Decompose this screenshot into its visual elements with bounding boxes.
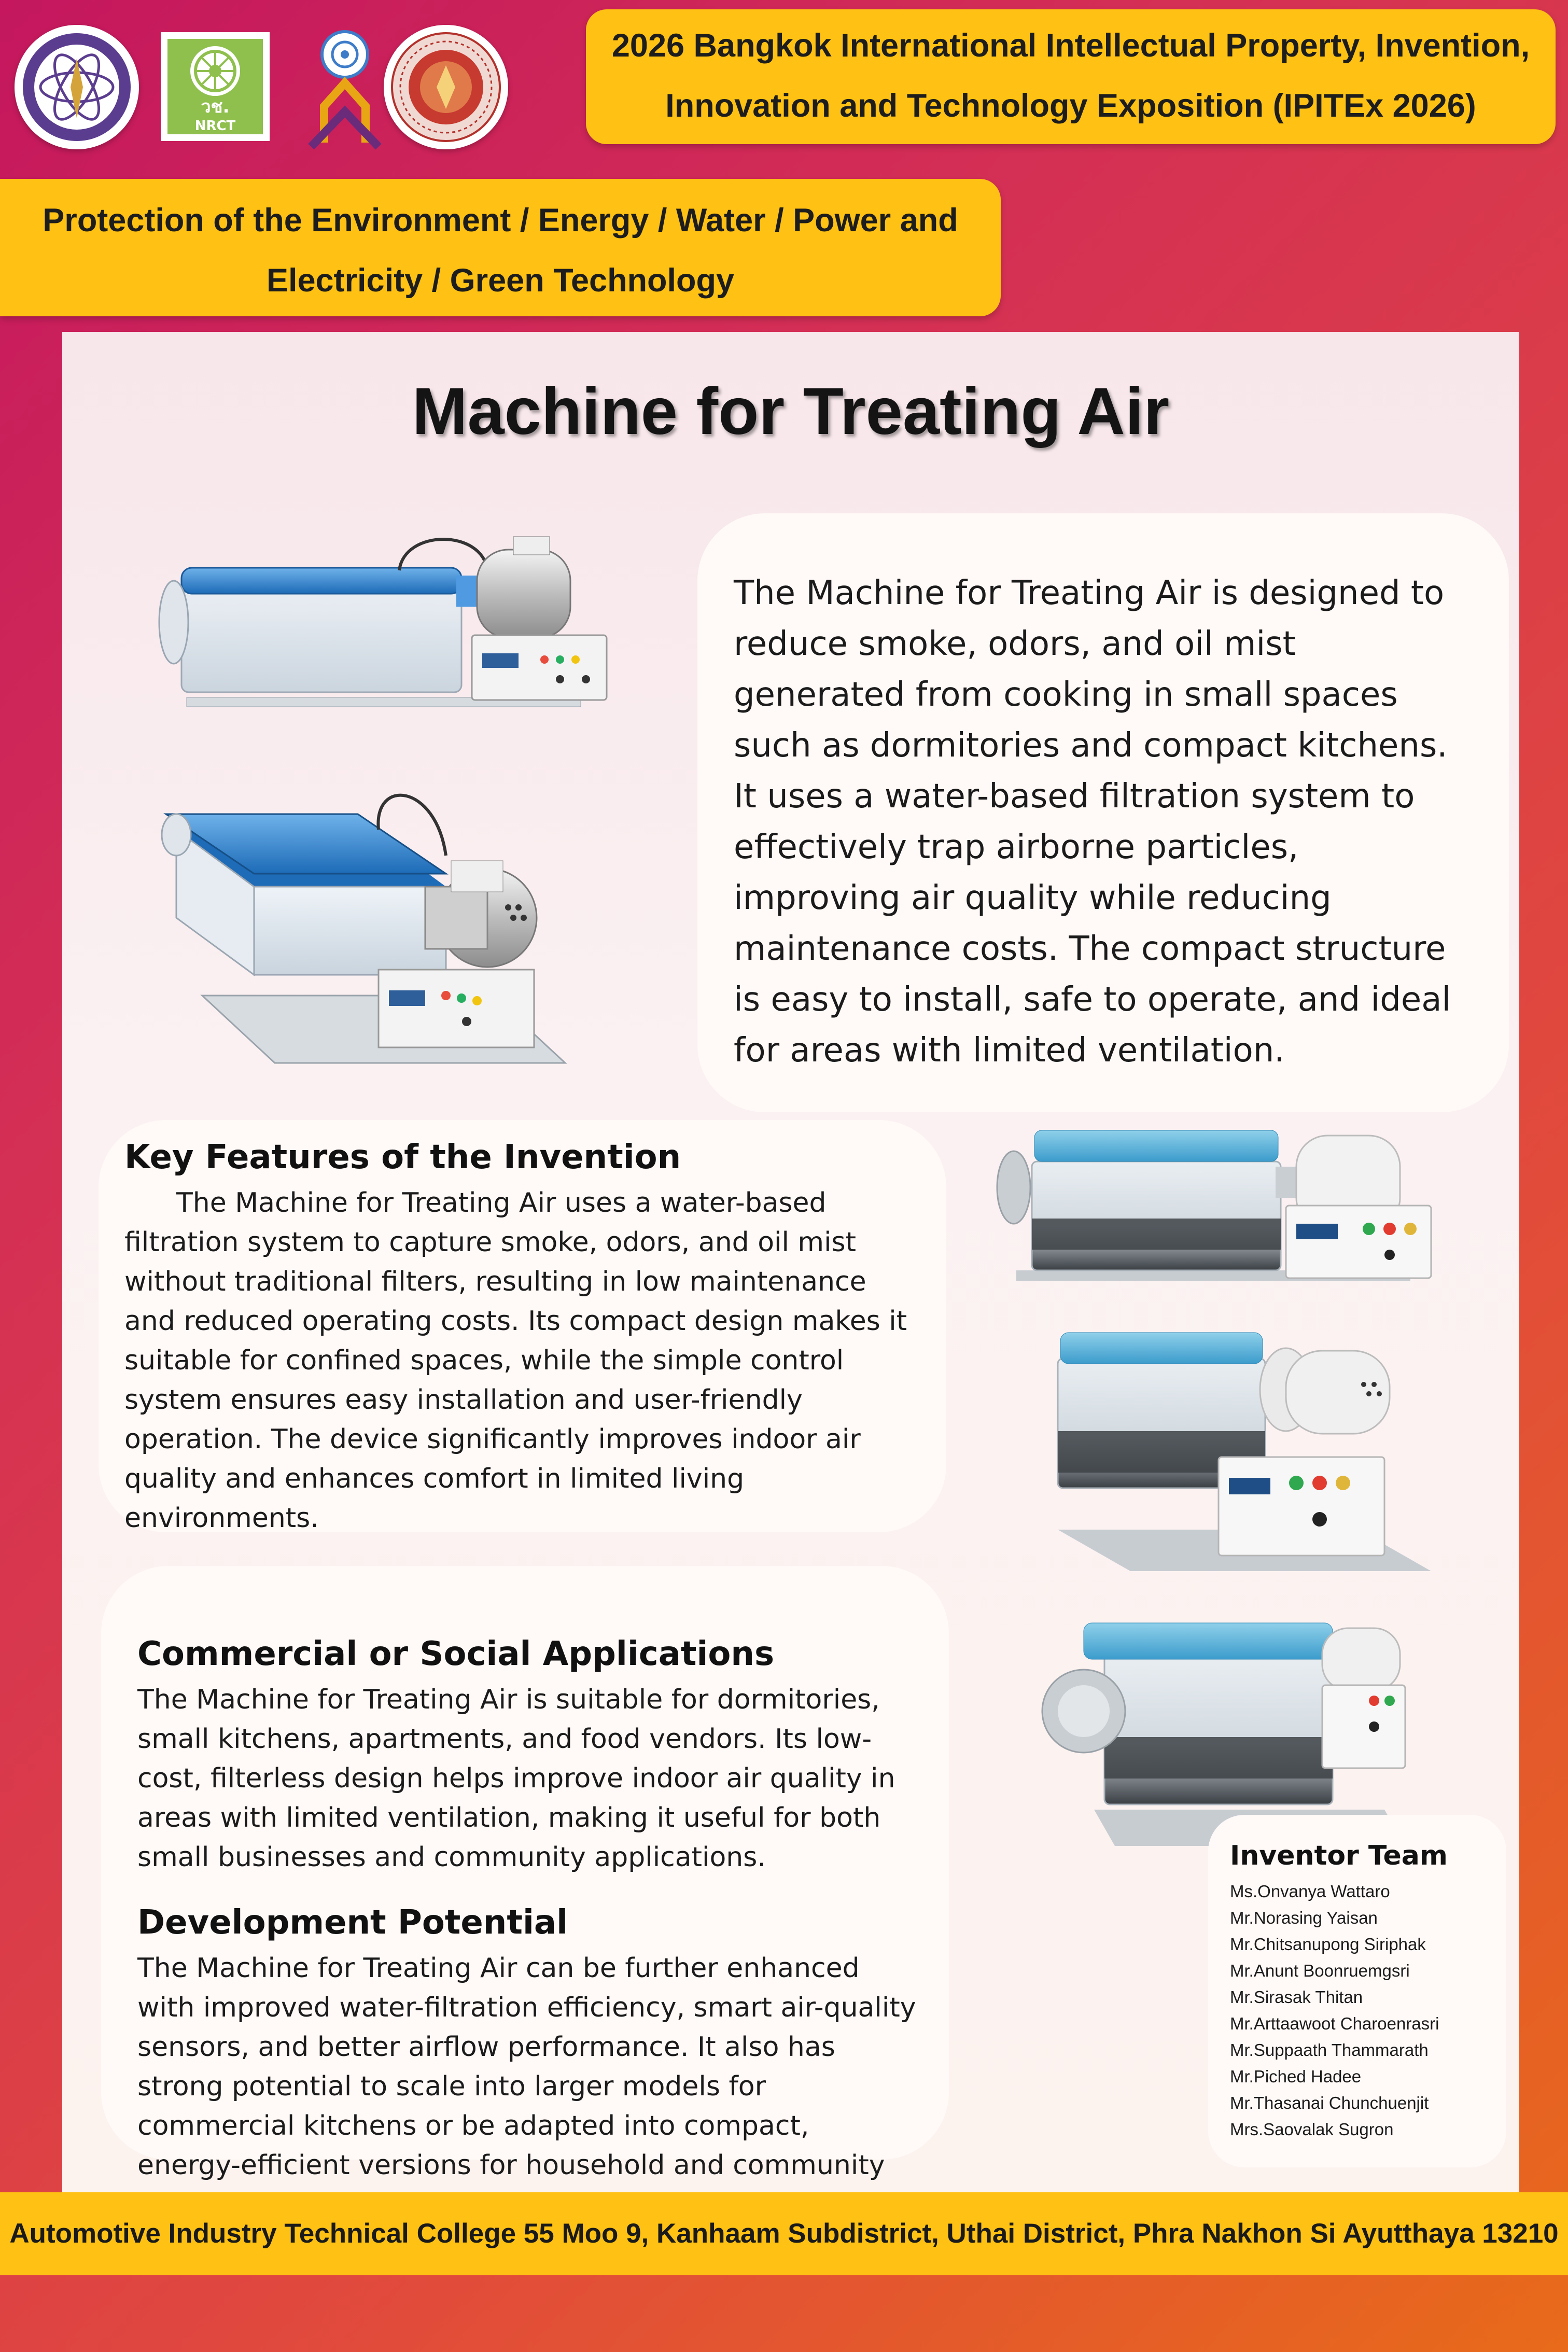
exposition-banner [586, 9, 1556, 144]
machine-photo-1 [996, 1115, 1473, 1301]
inventor-name: Mr.Thasanai Chunchuenjit [1230, 2093, 1429, 2112]
inventor-team-heading: Inventor Team [1230, 1840, 1448, 1871]
ministry-logo [15, 25, 139, 149]
machine-render-side [150, 519, 617, 726]
category-banner [0, 179, 1001, 316]
machine-render-iso [156, 752, 581, 1084]
inventor-name: Ms.Onvanya Wattaro [1230, 1882, 1390, 1901]
category-line2: Electricity / Green Technology [266, 262, 735, 299]
machine-photo-2 [1047, 1322, 1473, 1576]
footer-address: Automotive Industry Technical College 55 Moo 9, Kanhaam Subdistrict, Uthai District, Phra Nakhon Si Ayutthaya 13210 [9, 2218, 1559, 2249]
exposition-title-line1: 2026 Bangkok International Intellectual Property, Invention, [611, 27, 1530, 64]
college-logo [384, 25, 508, 149]
inventor-name: Mr.Piched Hadee [1230, 2067, 1362, 2086]
development-text: The Machine for Treating Air can be further enhanced with improved water-filtration efficiency, smart air-quality sensors, and better airflow performance. It also has strong potential to scale into larger models for commercial kitchens or be adapted into compact, energy-efficient versions for household and community [137, 1953, 916, 2181]
nrct-logo [161, 32, 270, 141]
nrct-name: NRCT [194, 118, 236, 134]
nrct-abbr: วช. [201, 96, 230, 117]
inventor-name: Mr.Anunt Boonruemgsri [1230, 1961, 1410, 1980]
inventor-list [1230, 1878, 1501, 2143]
applications-card [101, 1566, 949, 2181]
exposition-title-line2: Innovation and Technology Exposition (IPITEx 2026) [665, 88, 1476, 124]
intro-card [697, 513, 1509, 1112]
development-heading: Development Potential [137, 1903, 568, 1942]
development-section [137, 1897, 918, 2224]
inventor-name: Mr.Norasing Yaisan [1230, 1908, 1378, 1927]
inventor-name: Mrs.Saovalak Sugron [1230, 2120, 1394, 2139]
poster-title: Machine for Treating Air [412, 374, 1170, 449]
vocational-logo [290, 23, 399, 153]
inventor-name: Mr.Chitsanupong Siriphak [1230, 1935, 1426, 1954]
inventor-name: Mr.Sirasak Thitan [1230, 1987, 1363, 2007]
applications-heading: Commercial or Social Applications [137, 1635, 775, 1673]
key-features-heading: Key Features of the Invention [124, 1138, 681, 1177]
inventor-name: Mr.Suppaath Thammarath [1230, 2040, 1429, 2060]
key-features-card [99, 1120, 946, 1532]
inventor-team-card [1208, 1815, 1506, 2167]
applications-text: The Machine for Treating Air is suitable for dormitories, small kitchens, apartments, and food vendors. Its low-cost, filterless design helps improve indoor air quality in areas with limited ventilation, making it useful for both small businesses and community applications. [137, 1684, 895, 1873]
inventor-name: Mr.Arttaawoot Charoenrasri [1230, 2014, 1439, 2033]
category-line1: Protection of the Environment / Energy / Water / Power and [43, 202, 958, 239]
intro-text: The Machine for Treating Air is designed to reduce smoke, odors, and oil mist generated from cooking in small spaces such as dormitories and compact kitchens. It uses a water-based filtration system to effectively trap airborne particles, improving air quality while reducing maintenance costs. The compact structure is easy to install, safe to operate, and ideal for areas with limited ventilation. [734, 574, 1451, 1070]
key-features-text: The Machine for Treating Air uses a water-based filtration system to capture smoke, odors, and oil mist without traditional filters, resulting in low maintenance and reduced operating costs. Its compact design makes it suitable for confined spaces, while the simple control system ensures easy installation and user-friendly operation. The device significantly improves indoor air quality and enhances comfort in limited living environments. [124, 1187, 907, 1534]
